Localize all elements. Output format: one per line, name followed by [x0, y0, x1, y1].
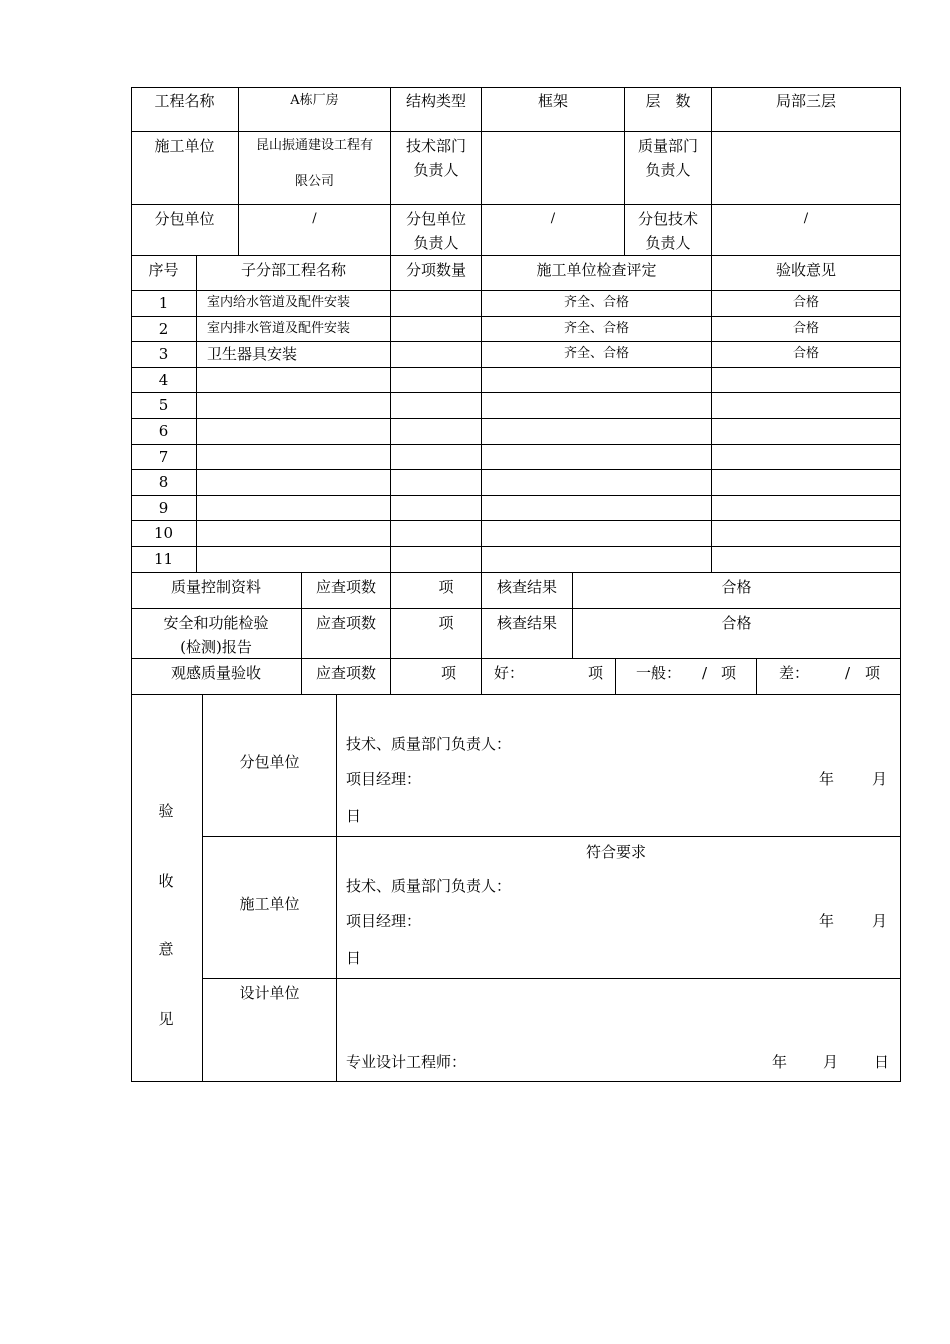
row-qty — [391, 393, 482, 419]
row-no: 3 — [131, 342, 197, 368]
row-no: 9 — [131, 496, 197, 522]
row-check — [482, 419, 712, 445]
row-no: 8 — [131, 470, 197, 496]
row-opinion: 合格 — [712, 342, 900, 368]
col-header-qty: 分项数量 — [391, 256, 482, 291]
side-char: 见 — [158, 1010, 174, 1028]
row-check — [482, 496, 712, 522]
construction-unit-value: 昆山振通建设工程有 限公司 — [239, 132, 391, 205]
design-month: 月 — [823, 1053, 839, 1071]
appearance-label: 观感质量验收 — [131, 659, 302, 695]
row-no: 10 — [131, 521, 197, 547]
appearance-good: 好： 项 — [482, 659, 616, 695]
row-no: 7 — [131, 445, 197, 471]
row-qty — [391, 521, 482, 547]
row-qty — [391, 317, 482, 343]
constr-conclusion: 符合要求 — [586, 843, 647, 861]
appearance-items-label: 应查项数 — [302, 659, 391, 695]
sub-month: 月 — [872, 770, 888, 788]
row-no: 4 — [131, 368, 197, 394]
design-unit-label: 设计单位 — [203, 979, 337, 1081]
safety-items-unit: 项 — [391, 609, 482, 659]
tech-dept-head-value — [482, 132, 625, 205]
row-opinion — [712, 496, 900, 522]
row-qty — [391, 445, 482, 471]
project-name-value: A栋厂房 — [239, 87, 391, 132]
row-name — [197, 445, 391, 471]
row-name: 卫生器具安装 — [197, 342, 391, 368]
row-opinion — [712, 470, 900, 496]
row-opinion: 合格 — [712, 317, 900, 343]
sub-project-manager: 项目经理： — [346, 770, 422, 788]
design-day: 日 — [874, 1053, 890, 1071]
qc-label: 质量控制资料 — [131, 573, 302, 609]
row-opinion — [712, 393, 900, 419]
row-qty — [391, 470, 482, 496]
row-no: 1 — [131, 291, 197, 317]
row-qty — [391, 291, 482, 317]
acceptance-side-label — [131, 695, 203, 1081]
row-check — [482, 521, 712, 547]
qc-items-unit: 项 — [391, 573, 482, 609]
constr-unit-label: 施工单位 — [203, 837, 337, 979]
row-name — [197, 393, 391, 419]
qc-items-label: 应查项数 — [302, 573, 391, 609]
constr-project-manager: 项目经理： — [346, 912, 422, 930]
side-char: 验 — [158, 802, 174, 820]
constr-tech-quality-head: 技术、质量部门负责人： — [346, 877, 512, 895]
row-opinion: 合格 — [712, 291, 900, 317]
floors-label: 层 数 — [625, 87, 712, 132]
row-check — [482, 547, 712, 573]
row-opinion — [712, 368, 900, 394]
appearance-normal: 一般： / 项 — [616, 659, 757, 695]
row-name — [197, 470, 391, 496]
design-year: 年 — [772, 1053, 788, 1071]
side-char: 意 — [158, 940, 174, 958]
row-qty — [391, 547, 482, 573]
row-name: 室内排水管道及配件安装 — [197, 317, 391, 343]
subcontract-unit-value: / — [239, 205, 391, 256]
subcontract-tech-value: / — [712, 205, 900, 256]
constr-month: 月 — [872, 912, 888, 930]
design-unit-block — [337, 979, 900, 1081]
constr-day: 日 — [346, 949, 362, 967]
subcontract-unit-label: 分包单位 — [131, 205, 239, 256]
structure-type-value: 框架 — [482, 87, 625, 132]
side-char: 收 — [158, 872, 174, 890]
row-opinion — [712, 547, 900, 573]
safety-items-label: 应查项数 — [302, 609, 391, 659]
row-no: 6 — [131, 419, 197, 445]
constr-unit-block — [337, 837, 900, 979]
row-check: 齐全、合格 — [482, 291, 712, 317]
quality-dept-head-value — [712, 132, 900, 205]
row-opinion — [712, 521, 900, 547]
row-name — [197, 521, 391, 547]
row-check — [482, 470, 712, 496]
sub-tech-quality-head: 技术、质量部门负责人： — [346, 735, 512, 753]
row-check — [482, 393, 712, 419]
row-name — [197, 368, 391, 394]
row-name: 室内给水管道及配件安装 — [197, 291, 391, 317]
safety-result-label: 核查结果 — [482, 609, 573, 659]
tech-dept-head-label: 技术部门 负责人 — [391, 132, 482, 205]
row-qty — [391, 368, 482, 394]
qc-result-value: 合格 — [573, 573, 900, 609]
row-opinion — [712, 419, 900, 445]
row-check: 齐全、合格 — [482, 317, 712, 343]
sub-unit-block — [337, 695, 900, 837]
appearance-items-unit: 项 — [391, 659, 482, 695]
col-header-opinion: 验收意见 — [712, 256, 900, 291]
row-qty — [391, 419, 482, 445]
design-engineer: 专业设计工程师： — [346, 1053, 467, 1071]
row-check — [482, 445, 712, 471]
sub-year: 年 — [819, 770, 835, 788]
row-no: 11 — [131, 547, 197, 573]
row-qty — [391, 342, 482, 368]
constr-year: 年 — [819, 912, 835, 930]
quality-dept-head-label: 质量部门 负责人 — [625, 132, 712, 205]
floors-value: 局部三层 — [712, 87, 900, 132]
safety-label: 安全和功能检验 (检测)报告 — [131, 609, 302, 659]
col-header-check: 施工单位检查评定 — [482, 256, 712, 291]
appearance-poor: 差： / 项 — [757, 659, 900, 695]
project-name-label: 工程名称 — [131, 87, 239, 132]
row-name — [197, 547, 391, 573]
row-opinion — [712, 445, 900, 471]
structure-type-label: 结构类型 — [391, 87, 482, 132]
row-check: 齐全、合格 — [482, 342, 712, 368]
row-name — [197, 419, 391, 445]
col-header-name: 子分部工程名称 — [197, 256, 391, 291]
row-no: 2 — [131, 317, 197, 343]
subcontract-head-value: / — [482, 205, 625, 256]
construction-unit-label: 施工单位 — [131, 132, 239, 205]
qc-result-label: 核查结果 — [482, 573, 573, 609]
row-no: 5 — [131, 393, 197, 419]
sub-day: 日 — [346, 807, 362, 825]
row-qty — [391, 496, 482, 522]
subcontract-tech-label: 分包技术 负责人 — [625, 205, 712, 256]
sub-unit-label: 分包单位 — [203, 695, 337, 837]
col-header-no: 序号 — [131, 256, 197, 291]
row-name — [197, 496, 391, 522]
safety-result-value: 合格 — [573, 609, 900, 659]
subcontract-head-label: 分包单位 负责人 — [391, 205, 482, 256]
row-check — [482, 368, 712, 394]
